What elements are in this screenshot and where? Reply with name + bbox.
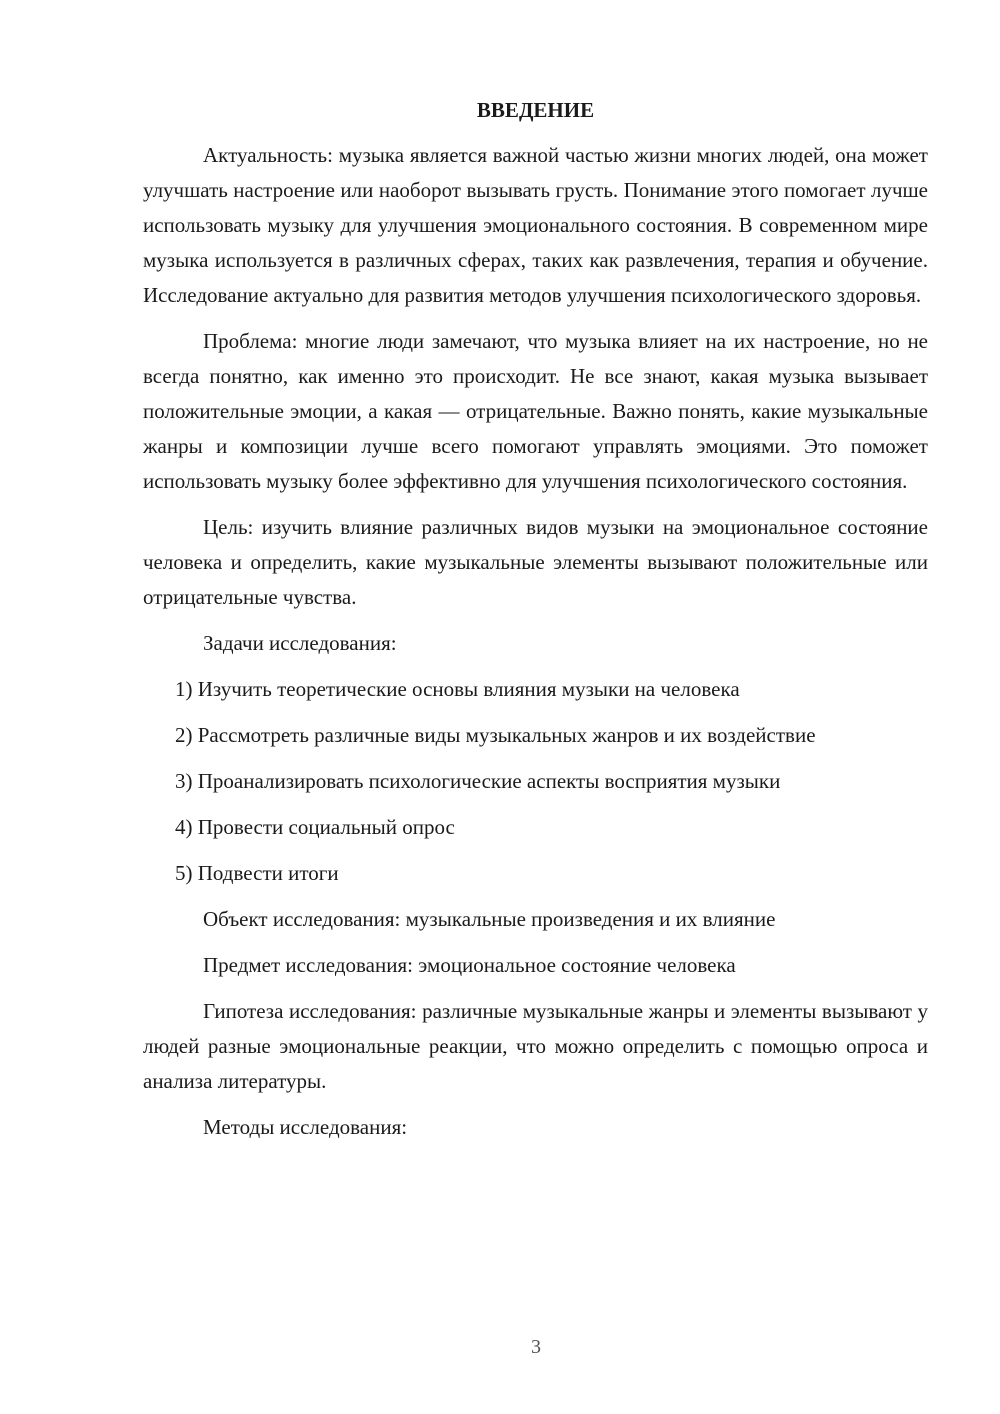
paragraph-goal: Цель: изучить влияние различных видов музыки на эмоциональное состояние человека и определить, какие музыкальные элементы вызывают положительные или отрицательные чувства. [143,515,928,609]
task-item-1: 1) Изучить теоретические основы влияния музыки на человека [175,677,740,701]
task-item-3: 3) Проанализировать психологические аспекты восприятия музыки [175,769,781,793]
paragraph-methods: Методы исследования: [203,1115,408,1139]
task-item-2: 2) Рассмотреть различные виды музыкальных жанров и их воздействие [175,723,816,747]
tasks-title: Задачи исследования: [203,631,397,655]
paragraph-hypothesis: Гипотеза исследования: различные музыкальные жанры и элементы вызывают у людей разные эмоциональные реакции, что можно определить с помощью опроса и анализа литературы. [143,999,928,1093]
paragraph-subject: Предмет исследования: эмоциональное состояние человека [203,953,736,977]
page-number: 3 [531,1336,541,1358]
paragraph-object: Объект исследования: музыкальные произведения и их влияние [203,907,776,931]
task-item-5: 5) Подвести итоги [175,861,339,885]
task-item-4: 4) Провести социальный опрос [175,815,455,839]
page-title: ВВЕДЕНИЕ [476,98,595,122]
paragraph-relevance: Актуальность: музыка является важной частью жизни многих людей, она может улучшать настроение или наоборот вызывать грусть. Понимание этого помогает лучше использовать музыку для улучшения эмоционального состояния. В современном мире музыка используется в различных сферах, таких как развлечения, терапия и обучение. Исследование актуально для развития методов улучшения психологического здоровья. [143,143,928,307]
page-content [143,95,928,1156]
paragraph-problem: Проблема: многие люди замечают, что музыка влияет на их настроение, но не всегда понятно, как именно это происходит. Не все знают, какая музыка вызывает положительные эмоции, а какая — отрицательные. Важно понять, какие музыкальные жанры и композиции лучше всего помогают управлять эмоциями. Это поможет использовать музыку более эффективно для улучшения психологического состояния. [143,329,928,493]
